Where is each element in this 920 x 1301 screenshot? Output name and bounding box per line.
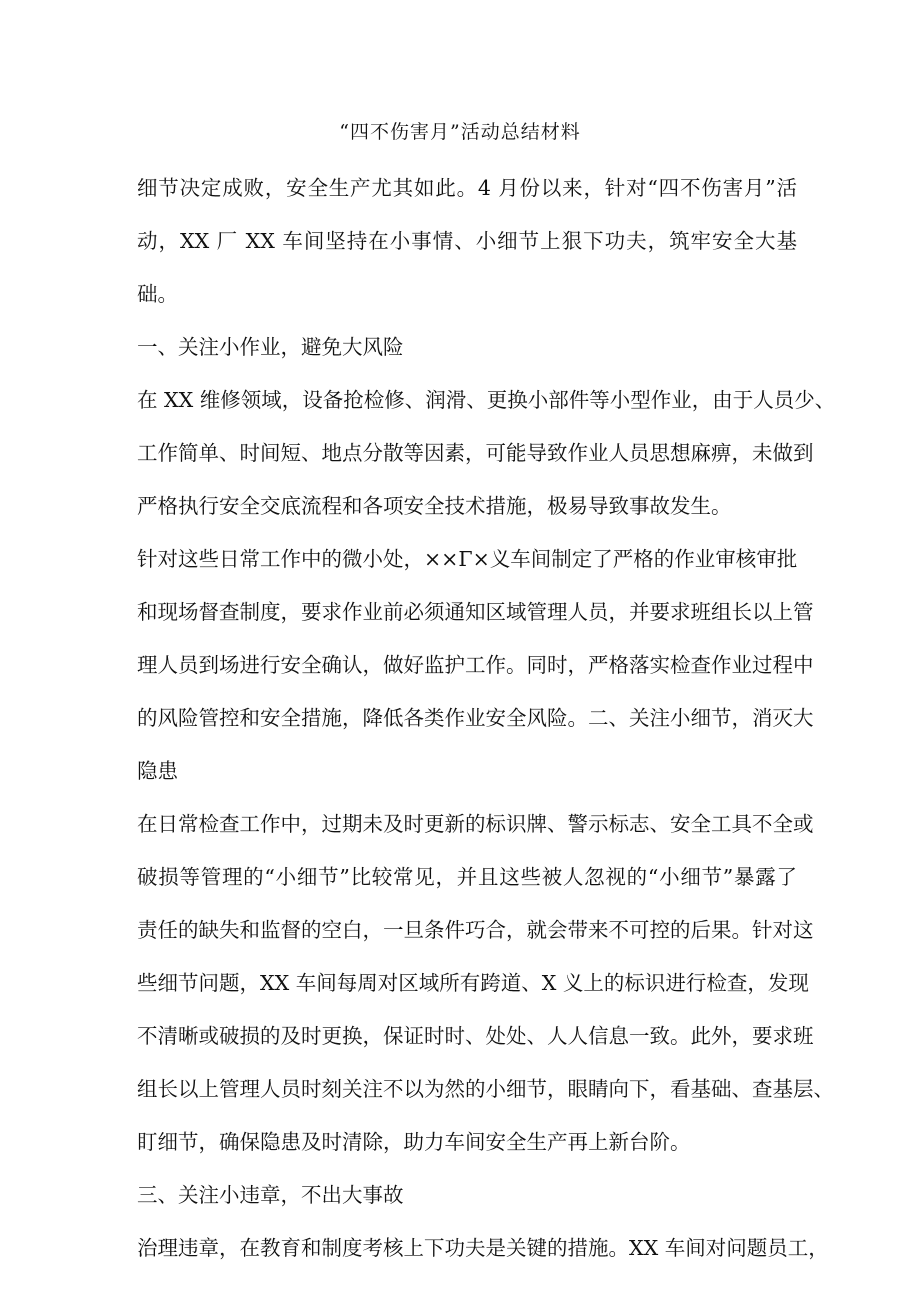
document-title: “四不伤害月”活动总结材料 <box>339 121 581 143</box>
text-line: 破损等管理的“小细节”比较常见，并且这些被人忽视的“小细节”暴露了 <box>137 865 797 889</box>
text-line: 和现场督查制度，要求作业前必须通知区域管理人员，并要求班组长以上管 <box>137 600 814 624</box>
text-line: 责任的缺失和监督的空白，一旦条件巧合，就会带来不可控的后果。针对这 <box>137 918 814 942</box>
text-line: 在 XX 维修领域，设备抢检修、润滑、更换小部件等小型作业，由于人员少、 <box>137 388 836 412</box>
text-line: 些细节问题，XX 车间每周对区域所有跨道、X 义上的标识进行检查，发现 <box>137 971 809 995</box>
text-line: 组长以上管理人员时刻关注不以为然的小细节，眼睛向下，看基础、查基层、 <box>137 1077 834 1101</box>
text-line: 治理违章，在教育和制度考核上下功夫是关键的措施。XX 车间对问题员工， <box>137 1236 829 1260</box>
text-line: 隐患 <box>137 759 178 783</box>
document-body <box>137 162 836 1275</box>
text-line: 盯细节，确保隐患及时清除，助力车间安全生产再上新台阶。 <box>137 1130 691 1154</box>
text-line: 动，XX 厂 XX 车间坚持在小事情、小细节上狠下功夫，筑牢安全大基 <box>137 229 797 253</box>
text-line: 细节决定成败，安全生产尤其如此。4 月份以来，针对“四不伤害月”活 <box>137 176 797 200</box>
text-line: 的风险管控和安全措施，降低各类作业安全风险。二、关注小细节，消灭大 <box>137 706 814 730</box>
text-line: 工作简单、时间短、地点分散等因素，可能导致作业人员思想麻痹，未做到 <box>137 441 814 465</box>
text-line: 不清晰或破损的及时更换，保证时时、处处、人人信息一致。此外，要求班 <box>137 1024 814 1048</box>
text-line: 理人员到场进行安全确认，做好监护工作。同时，严格落实检查作业过程中 <box>137 653 814 677</box>
text-line: 一、关注小作业，避免大风险 <box>137 335 404 359</box>
text-line: 础。 <box>137 282 178 306</box>
text-line: 严格执行安全交底流程和各项安全技术措施，极易导致事故发生。 <box>137 494 732 518</box>
text-line: 针对这些日常工作中的微小处，××Γ×义车间制定了严格的作业审核审批 <box>137 547 798 571</box>
text-line: 在日常检查工作中，过期未及时更新的标识牌、警示标志、安全工具不全或 <box>137 812 814 836</box>
text-line: 三、关注小违章，不出大事故 <box>137 1183 404 1207</box>
